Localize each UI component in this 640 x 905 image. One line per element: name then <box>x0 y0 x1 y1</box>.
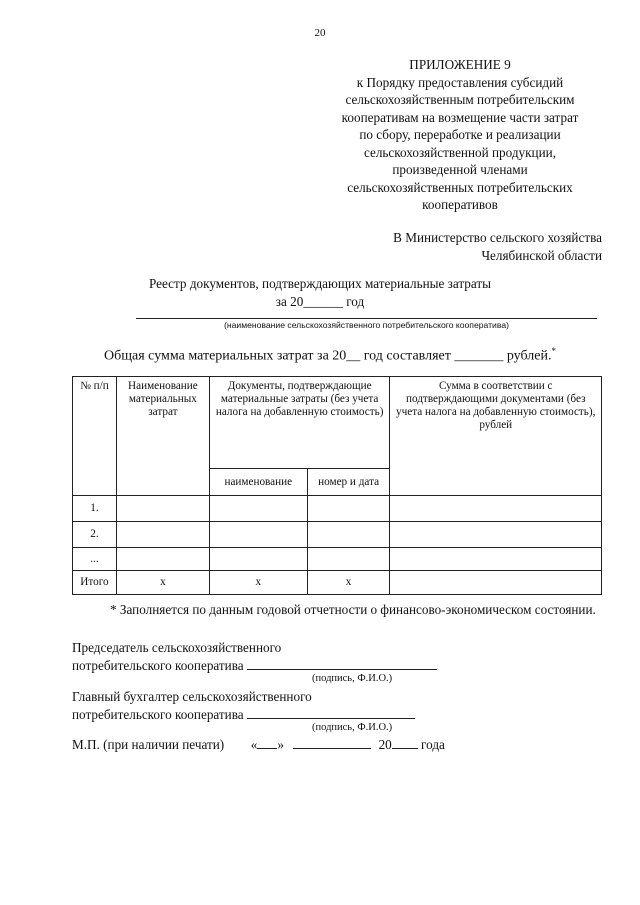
row-doc-name <box>209 522 307 548</box>
chairman-signature-field <box>247 657 437 670</box>
table-row <box>73 496 602 522</box>
chairman-signature-caption: (подпись, Ф.И.О.) <box>312 673 393 684</box>
chairman-line <box>72 657 437 674</box>
title-line1: Реестр документов, подтверждающих материальные затраты <box>148 276 492 291</box>
date-year-prefix: 20 <box>378 737 392 752</box>
appendix-line: кооперативов <box>422 197 498 212</box>
header-doc-number-date: номер и дата <box>307 469 390 496</box>
chairman-title-2: потребительского кооператива <box>72 658 244 673</box>
appendix-line: по сбору, переработке и реализации <box>359 127 561 142</box>
row-number: 1. <box>73 496 117 522</box>
total-cost-name: x <box>116 571 209 595</box>
appendix-line: к Порядку предоставления субсидий <box>356 74 564 90</box>
total-doc-name: x <box>209 571 307 595</box>
total-sum <box>390 571 602 595</box>
row-number: ... <box>73 548 117 571</box>
row-sum <box>390 548 602 571</box>
title-line2: за 20______ год <box>275 294 365 309</box>
total-label: Итого <box>73 571 117 595</box>
appendix-line: сельскохозяйственных потребительских <box>347 179 573 195</box>
total-statement <box>104 346 556 365</box>
accountant-title: Главный бухгалтер сельскохозяйственного <box>72 689 312 704</box>
row-doc-name <box>209 548 307 571</box>
footnote-mark: * <box>551 346 556 356</box>
coop-name-field <box>136 318 597 319</box>
date-year-suffix: года <box>421 737 445 752</box>
row-doc-name <box>209 496 307 522</box>
date-quote-open: « <box>250 737 258 752</box>
date-quote-close: » <box>277 737 284 752</box>
stamp-date-line <box>72 736 445 753</box>
table-total-row <box>73 571 602 595</box>
header-doc-name: наименование <box>209 469 307 496</box>
page-number: 20 <box>314 27 326 39</box>
appendix-line: кооперативам на возмещение части затрат <box>341 109 579 125</box>
accountant-signature-caption: (подпись, Ф.И.О.) <box>312 722 393 733</box>
accountant-title-2: потребительского кооператива <box>72 707 244 722</box>
appendix-header <box>300 56 620 214</box>
appendix-title: ПРИЛОЖЕНИЕ 9 <box>409 57 511 72</box>
header-number: № п/п <box>73 377 117 496</box>
registry-table <box>72 376 602 595</box>
row-sum <box>390 522 602 548</box>
table-row <box>73 548 602 571</box>
appendix-line: сельскохозяйственной продукции, <box>363 144 557 160</box>
row-cost-name <box>116 522 209 548</box>
appendix-line: произведенной членами <box>392 162 528 177</box>
row-cost-name <box>116 548 209 571</box>
date-year-field <box>392 736 418 749</box>
accountant-line <box>72 706 415 723</box>
addressee-block <box>393 229 602 265</box>
date-day-field <box>257 736 277 749</box>
row-doc-number <box>307 496 390 522</box>
row-cost-name <box>116 496 209 522</box>
footnote: * Заполняется по данным годовой отчетности о финансово-экономическом состоянии. <box>110 602 596 617</box>
addressee-line2: Челябинской области <box>481 248 602 263</box>
stamp-label: М.П. (при наличии печати) <box>72 737 225 752</box>
coop-name-caption: (наименование сельскохозяйственного потребительского кооператива) <box>224 320 509 330</box>
header-cost-name: Наименование материальных затрат <box>116 377 209 496</box>
accountant-signature-field <box>247 706 415 719</box>
row-sum <box>390 496 602 522</box>
row-number: 2. <box>73 522 117 548</box>
table-row <box>73 522 602 548</box>
date-month-field <box>293 736 371 749</box>
appendix-line: сельскохозяйственным потребительским <box>345 92 575 107</box>
total-statement-text: Общая сумма материальных затрат за 20__ год составляет _______ рублей. <box>104 348 552 364</box>
header-documents: Документы, подтверждающие материальные затраты (без учета налога на добавленную стоимость) <box>209 377 390 469</box>
addressee-line1: В Министерство сельского хозяйства <box>393 230 602 245</box>
chairman-title: Председатель сельскохозяйственного <box>72 640 282 655</box>
header-sum: Сумма в соответствии с подтверждающими документами (без учета налога на добавленную стоимость), рублей <box>390 377 602 496</box>
total-doc-number: x <box>307 571 390 595</box>
row-doc-number <box>307 548 390 571</box>
table-header-row <box>73 377 602 469</box>
row-doc-number <box>307 522 390 548</box>
document-title <box>0 275 640 311</box>
